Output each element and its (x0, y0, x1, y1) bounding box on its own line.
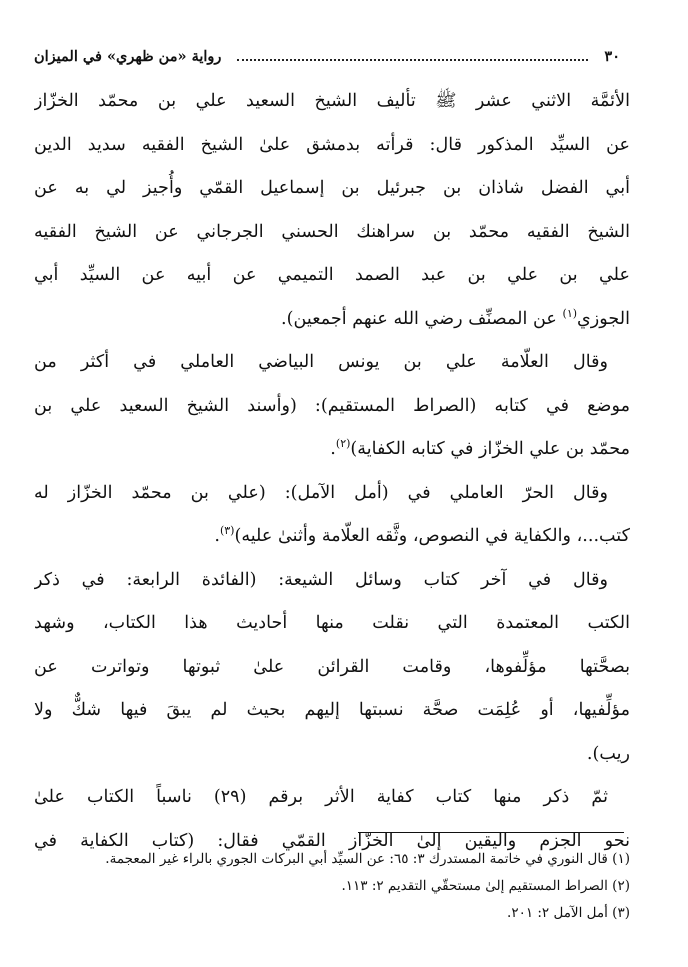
footnote-ref-1[interactable]: (١) (562, 306, 578, 320)
text-line: علي بن علي بن عبد الصمد التميمي عن أبيه عن السيِّد أبي (34, 265, 630, 285)
text-line: وقال العلّامة علي بن يونس البياضي العاملي في أكثر من (34, 352, 608, 372)
page-header (34, 48, 620, 70)
text-run: عن المصنِّف رضي الله عنهم أجمعين). (281, 308, 563, 329)
text-line: موضع في كتابه (الصراط المستقيم): (وأسند الشيخ السعيد علي بن (34, 395, 630, 416)
text-line: بصحَّتها مؤلِّفوها، وقامت القرائن علىٰ ثبوتها وتواترت عن (34, 656, 630, 677)
page-number: ٣٠ (604, 48, 620, 65)
text-line: وقال في آخر كتاب وسائل الشيعة: (الفائدة الرابعة: في ذكر (34, 569, 608, 590)
text-line: وقال الحرّ العاملي في (أمل الآمل): (علي بن محمّد الخزّاز له (34, 482, 608, 503)
footnote-separator (358, 832, 624, 833)
header-dotted-leader (237, 49, 588, 61)
text-line: الشيخ الفقيه محمّد بن سراهنك الحسني الجرجاني عن الشيخ الفقيه (34, 221, 630, 242)
text-line: الكتب المعتمدة التي نقلت منها أحاديث هذا الكتاب، وشهد (34, 613, 630, 633)
running-title: رواية «من ظهري» في الميزان (34, 48, 222, 65)
text-line (34, 298, 630, 342)
text-line: مؤلِّفيها، أو عُلِمَت صحَّة نسبتها إليهم بحيث لم يبقَ فيها شكٌّ ولا (34, 700, 630, 720)
text-line: الأئمَّة الاثني عشر ﷺ تأليف الشيخ السعيد علي بن محمّد الخزّاز (34, 91, 630, 111)
text-run: الجوزي (577, 308, 630, 329)
text-line (34, 515, 630, 559)
text-line (34, 428, 630, 472)
footnote-1: (١) قال النوري في خاتمة المستدرك ٣: ٦٥: عن السيِّد أبي البركات الجوري بالراء غير المعجمة. (105, 851, 630, 867)
text-line: ريب). (586, 743, 630, 764)
text-line: أبي الفضل شاذان بن جبرئيل بن إسماعيل القمّي وأُجيز لي به عن (34, 178, 630, 198)
footnote-ref-3[interactable]: (٣) (219, 524, 235, 538)
footnote-3: (٣) أمل الآمل ٢: ٢٠١. (507, 905, 630, 921)
text-run: . (214, 526, 220, 546)
text-run: كتب...، والكفاية في النصوص، وثَّقه العلّامة وأثنىٰ عليه) (234, 526, 630, 546)
text-line: عن السيِّد المذكور قال: قرأته بدمشق علىٰ الشيخ الفقيه سديد الدين (34, 134, 630, 155)
text-run: محمّد بن علي الخزّاز في كتابه الكفاية) (350, 439, 630, 459)
footnotes (60, 846, 630, 927)
text-run: . (330, 439, 336, 459)
text-line: ثمّ ذكر منها كتاب كفاية الأثر برقم (٢٩) ناسباً الكتاب علىٰ (34, 787, 608, 807)
footnote-ref-2[interactable]: (٢) (335, 437, 351, 451)
footnote-2: (٢) الصراط المستقيم إلىٰ مستحقّي التقديم ٢: ١١٣. (341, 878, 630, 894)
text-line: نحو الجزم واليقين إلىٰ الخزّاز القمّي فقال: (كتاب الكفاية في (34, 830, 630, 851)
main-text (34, 80, 630, 863)
